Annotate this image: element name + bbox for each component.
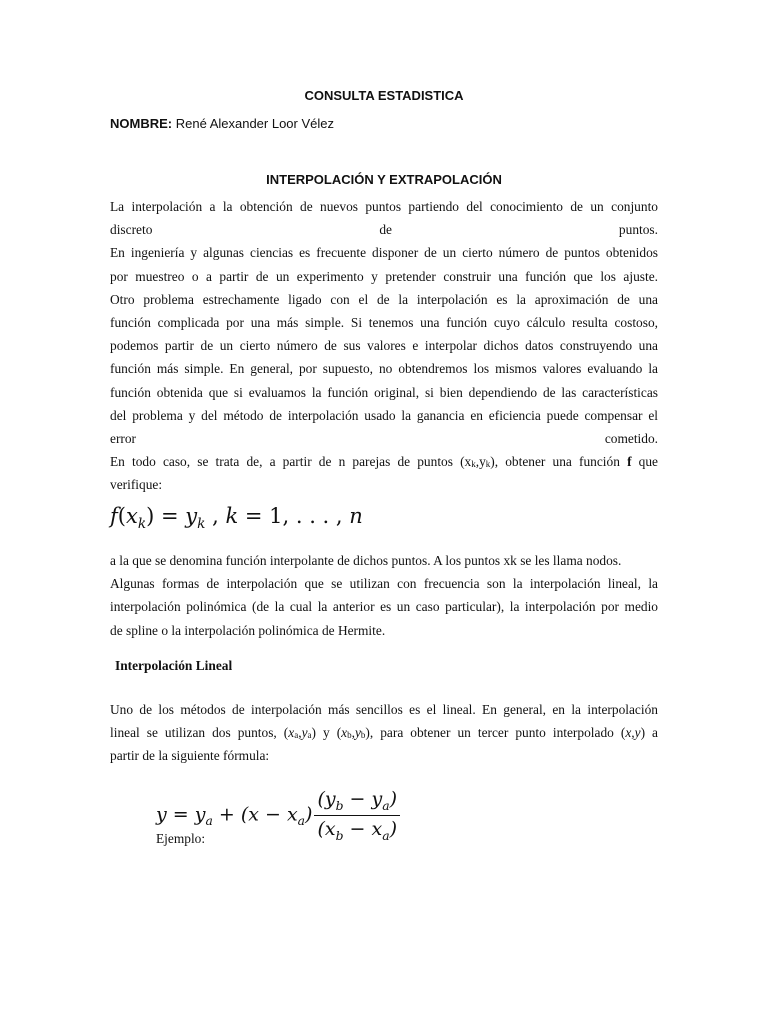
text-line: podemos partir de un cierto número de sus valores e interpolar dichos datos construyendo una [110, 338, 658, 354]
math-symbol: x [341, 725, 348, 741]
text-line: En ingeniería y algunas ciencias es frecuente disponer de un cierto número de puntos obtenidos [110, 245, 658, 261]
math-symbol: ) [389, 817, 398, 840]
text-line: función obtenida que si evaluamos la función original, si bien dependiendo de las características [110, 384, 658, 400]
text-line: La interpolación a la obtención de nuevos puntos partiendo del conocimiento de un conjunto [110, 199, 658, 214]
text-line: a la que se denomina función interpolante de dichos puntos. A los puntos xk se les llama nodos. [110, 553, 622, 568]
paragraph-nodes [110, 549, 658, 642]
text-span: , [298, 725, 302, 741]
text-span: que [631, 454, 659, 470]
math-subscript: a [205, 814, 213, 829]
text-line: por muestreo o a partir de un experimento y pretender construir una función que los ajuste. [110, 268, 658, 284]
text-line: de spline o la interpolación polinómica de Hermite. [110, 622, 386, 638]
text-span: ) y ( [311, 725, 342, 741]
text-line: del problema y del método de interpolación usado la ganancia en eficiencia puede compensar el [110, 407, 658, 423]
section-title: INTERPOLACIÓN Y EXTRAPOLACIÓN [266, 172, 502, 187]
math-symbol: + (x − x [212, 803, 298, 826]
text-line: discreto de puntos. [110, 222, 658, 238]
math-symbol: y [301, 725, 308, 741]
paragraph-intro [110, 195, 658, 496]
math-symbol: , [205, 504, 226, 528]
text-line: función más simple. En general, por supuesto, no obtendremos los mismos valores evaluando la [110, 361, 658, 377]
text-span: lineal se utilizan dos puntos, ( [110, 725, 289, 741]
math-subscript: b [335, 798, 344, 813]
text-span: ) a [640, 725, 658, 741]
math-subscript: a [382, 828, 390, 843]
text-span: ), para obtener un tercer punto interpolado ( [365, 725, 626, 741]
text-line: Uno de los métodos de interpolación más sencillos es el lineal. En general, en la interpolación [110, 702, 658, 717]
text-line: verifique: [110, 477, 163, 493]
math-subscript: a [297, 814, 306, 829]
fraction-numerator [314, 788, 400, 816]
text-span: En todo caso, se trata de, a partir de n parejas de puntos (x [110, 454, 472, 470]
subscript: a [307, 730, 312, 741]
math-subscript: k [137, 516, 147, 533]
text-line: Algunas formas de interpolación que se utilizan con frecuencia son la interpolación lineal, la [110, 576, 658, 592]
fraction-denominator [314, 816, 400, 843]
subscript: b [347, 730, 352, 741]
text-line [110, 450, 658, 473]
document-title: CONSULTA ESTADISTICA [304, 88, 464, 103]
text-line [110, 721, 658, 744]
subscript: k [485, 459, 491, 470]
paragraph-linear [110, 698, 658, 768]
math-symbol: ) [305, 803, 313, 826]
math-symbol: − y [343, 788, 383, 810]
author-name: René Alexander Loor Vélez [172, 116, 334, 131]
math-symbol: x,y [625, 725, 641, 741]
math-symbol: y [354, 725, 361, 741]
math-subscript: b [335, 828, 344, 843]
math-symbol: n [349, 504, 363, 528]
math-symbol: (y [317, 788, 336, 810]
math-symbol: = 1, . . . , [238, 504, 350, 528]
math-symbol: y = y [156, 803, 206, 826]
subscript: k [471, 459, 476, 470]
text-line: interpolación polinómica (de la cual la anterior es un caso particular), la interpolación por medio [110, 599, 658, 615]
math-symbol: x [288, 725, 295, 741]
math-symbol: = [154, 504, 186, 528]
author-line [110, 116, 334, 131]
function-symbol: f [627, 454, 632, 470]
math-subscript: a [382, 798, 390, 813]
math-symbol: f [110, 504, 118, 528]
text-line: función complicada por una más simple. Si tenemos una función cuyo cálculo resulta costoso, [110, 314, 658, 330]
math-symbol: x [125, 504, 138, 528]
author-label: NOMBRE: [110, 116, 173, 131]
formula-interpolant-condition: $f(x_k) = y_k$ , k = 1, . . . , n [110, 504, 363, 533]
text-span: ), obtener una función [490, 454, 628, 470]
text-span: ,y [475, 454, 486, 470]
math-symbol: k [225, 504, 239, 528]
example-label: Ejemplo: [156, 831, 206, 846]
math-symbol: ) [389, 788, 398, 810]
fraction [314, 788, 400, 843]
math-subscript: k [197, 516, 206, 533]
math-symbol: − x [343, 817, 383, 840]
subscript: b [360, 730, 366, 741]
subheading-linear-interpolation: Interpolación Lineal [115, 658, 233, 673]
math-symbol: (x [317, 817, 336, 840]
math-symbol: y [185, 504, 198, 528]
text-span: , [351, 725, 355, 741]
subscript: a [294, 730, 299, 741]
text-line: Otro problema estrechamente ligado con el de la interpolación es la aproximación de una [110, 291, 658, 307]
text-line: error cometido. [110, 430, 658, 446]
text-line: partir de la siguiente fórmula: [110, 748, 270, 764]
